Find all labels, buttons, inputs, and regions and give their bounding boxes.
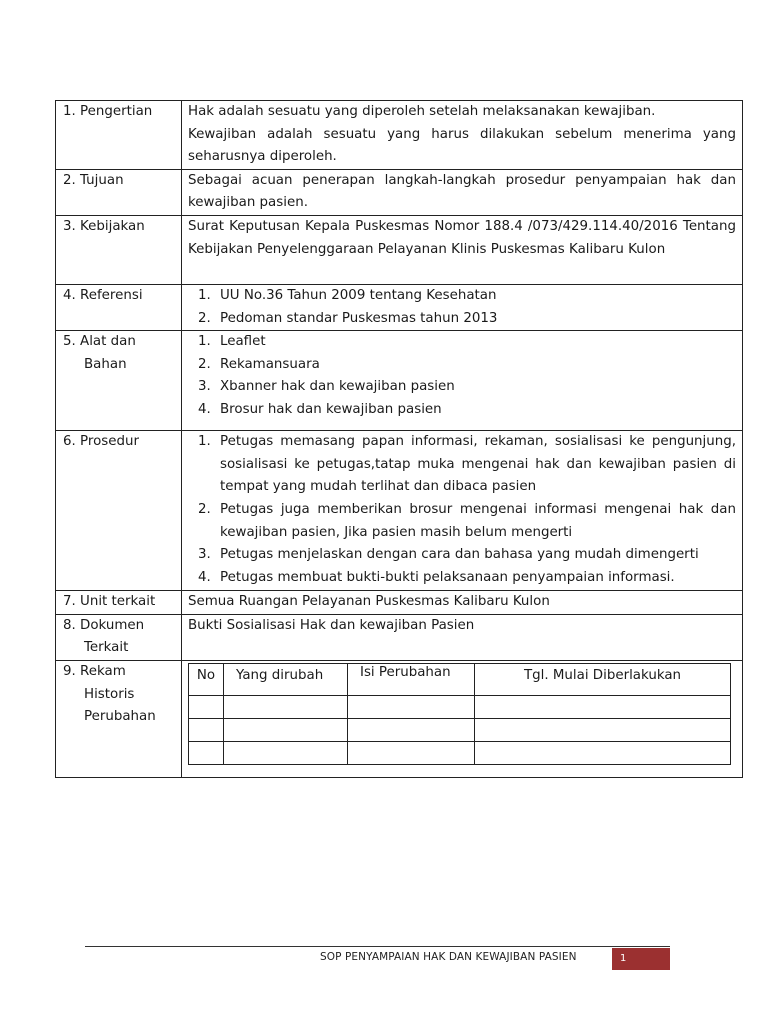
list-item: 1. UU No.36 Tahun 2009 tentang Kesehatan [198, 287, 497, 303]
label-line: 7. Unit terkait [63, 594, 156, 610]
list-item-text: Rekamansuara [220, 356, 320, 372]
label-dokumen-terkait [56, 614, 182, 660]
list-item: 2. Rekamansuara [198, 356, 320, 372]
paragraph: Kewajiban adalah sesuatu yang harus dilakukan sebelum menerima yang seharusnya diperoleh. [188, 126, 736, 165]
rekam-header-isi-perubahan: Isi Perubahan [348, 663, 475, 695]
table-cell [348, 695, 475, 718]
content-pengertian [182, 101, 743, 170]
row-tujuan [56, 169, 743, 215]
content-rekam-historis [182, 660, 743, 777]
label-alat-bahan [56, 331, 182, 431]
list-item: 1. Petugas memasang papan informasi, rekaman, sosialisasi ke pengunjung, sosialisasi ke petugas,tatap muka mengenai hak dan kewajiban pasien di tempat yang mudah terlihat dan dibaca pasien [198, 434, 736, 495]
table-cell [348, 718, 475, 741]
table-cell [189, 718, 224, 741]
content-referensi [182, 284, 743, 330]
row-alat-bahan [56, 331, 743, 431]
label-line: Historis [84, 686, 135, 702]
rekam-header-tgl-mulai: Tgl. Mulai Diberlakukan [475, 663, 731, 695]
table-cell [348, 741, 475, 764]
label-line: 1. Pengertian [63, 104, 153, 119]
row-unit-terkait [56, 591, 743, 615]
paragraph: Surat Keputusan Kepala Puskesmas Nomor 188.4 /073/429.114.40/2016 Tentang Kebijakan Penyelenggaraan Pelayanan Klinis Puskesmas Kalibaru Kulon [188, 218, 736, 257]
list-item: 4. Brosur hak dan kewajiban pasien [198, 401, 442, 417]
prosedur-list [188, 431, 736, 589]
label-prosedur [56, 431, 182, 591]
label-line: Bahan [84, 356, 127, 372]
table-cell [475, 741, 731, 764]
rekam-header-no: No [189, 663, 224, 695]
list-item: 2. Petugas juga memberikan brosur mengenai informasi mengenai hak dan kewajiban pasien, Jika pasien masih belum mengerti [198, 501, 736, 540]
list-item-text: Petugas menjelaskan dengan cara dan bahasa yang mudah dimengerti [220, 547, 699, 563]
paragraph: Bukti Sosialisasi Hak dan kewajiban Pasien [188, 617, 475, 633]
table-cell [224, 741, 348, 764]
footer-divider [85, 946, 670, 947]
row-rekam-historis [56, 660, 743, 777]
table-cell [224, 718, 348, 741]
label-line: 5. Alat dan [63, 334, 136, 350]
paragraph: Semua Ruangan Pelayanan Puskesmas Kalibaru Kulon [188, 594, 550, 610]
row-referensi [56, 284, 743, 330]
label-line: Perubahan [84, 709, 156, 725]
label-rekam-historis [56, 660, 182, 777]
table-cell [189, 695, 224, 718]
list-item-text: Petugas memasang papan informasi, rekaman, sosialisasi ke pengunjung, sosialisasi ke petugas,tatap muka mengenai hak dan kewajiban pasien di tempat yang mudah terlihat dan dibaca pasien [220, 434, 736, 495]
list-item: 3. Xbanner hak dan kewajiban pasien [198, 379, 455, 395]
label-line: 3. Kebijakan [63, 218, 145, 234]
list-item-text: Pedoman standar Puskesmas tahun 2013 [220, 310, 498, 326]
list-item-text: Xbanner hak dan kewajiban pasien [220, 379, 455, 395]
label-line: 6. Prosedur [63, 434, 139, 450]
sop-table [55, 100, 743, 778]
content-alat-bahan [182, 331, 743, 431]
list-item-text: Petugas juga memberikan brosur mengenai informasi mengenai hak dan kewajiban pasien, Jika pasien masih belum mengerti [220, 501, 736, 540]
label-pengertian [56, 101, 182, 170]
table-row [189, 741, 731, 764]
list-item: 3. Petugas menjelaskan dengan cara dan bahasa yang mudah dimengerti [198, 547, 699, 563]
row-pengertian [56, 101, 743, 170]
content-tujuan [182, 169, 743, 215]
content-prosedur [182, 431, 743, 591]
table-cell [224, 695, 348, 718]
rekam-header-row [189, 663, 731, 695]
table-row [189, 695, 731, 718]
list-item-text: UU No.36 Tahun 2009 tentang Kesehatan [220, 287, 497, 303]
referensi-list [188, 285, 736, 330]
content-unit-terkait [182, 591, 743, 615]
content-kebijakan [182, 215, 743, 284]
label-line: 8. Dokumen [63, 617, 145, 633]
list-item: 4. Petugas membuat bukti-bukti pelaksanaan penyampaian informasi. [198, 569, 675, 585]
list-item-text: Leaflet [220, 334, 266, 350]
label-line: 9. Rekam [63, 663, 126, 679]
paragraph: Sebagai acuan penerapan langkah-langkah prosedur penyampaian hak dan kewajiban pasien. [188, 172, 736, 211]
list-item-text: Brosur hak dan kewajiban pasien [220, 401, 442, 417]
label-tujuan [56, 169, 182, 215]
page-number-badge: 1 [612, 948, 670, 970]
list-item: 1. Leaflet [198, 334, 266, 350]
footer-title: SOP PENYAMPAIAN HAK DAN KEWAJIBAN PASIEN [320, 951, 577, 963]
row-prosedur [56, 431, 743, 591]
table-cell [475, 695, 731, 718]
label-line: 4. Referensi [63, 287, 143, 303]
label-line: 2. Tujuan [63, 172, 124, 188]
content-dokumen-terkait [182, 614, 743, 660]
list-item-text: Petugas membuat bukti-bukti pelaksanaan penyampaian informasi. [220, 569, 675, 585]
row-dokumen-terkait [56, 614, 743, 660]
label-referensi [56, 284, 182, 330]
list-item: 2. Pedoman standar Puskesmas tahun 2013 [198, 310, 498, 326]
alat-bahan-list [188, 331, 736, 421]
table-row [189, 718, 731, 741]
label-line: Terkait [84, 640, 129, 656]
table-cell [189, 741, 224, 764]
paragraph: Hak adalah sesuatu yang diperoleh setelah melaksanakan kewajiban. [188, 104, 656, 119]
row-kebijakan [56, 215, 743, 284]
label-kebijakan [56, 215, 182, 284]
rekam-historis-table [188, 663, 731, 765]
label-unit-terkait [56, 591, 182, 615]
table-cell [475, 718, 731, 741]
rekam-header-yang-dirubah: Yang dirubah [224, 663, 348, 695]
